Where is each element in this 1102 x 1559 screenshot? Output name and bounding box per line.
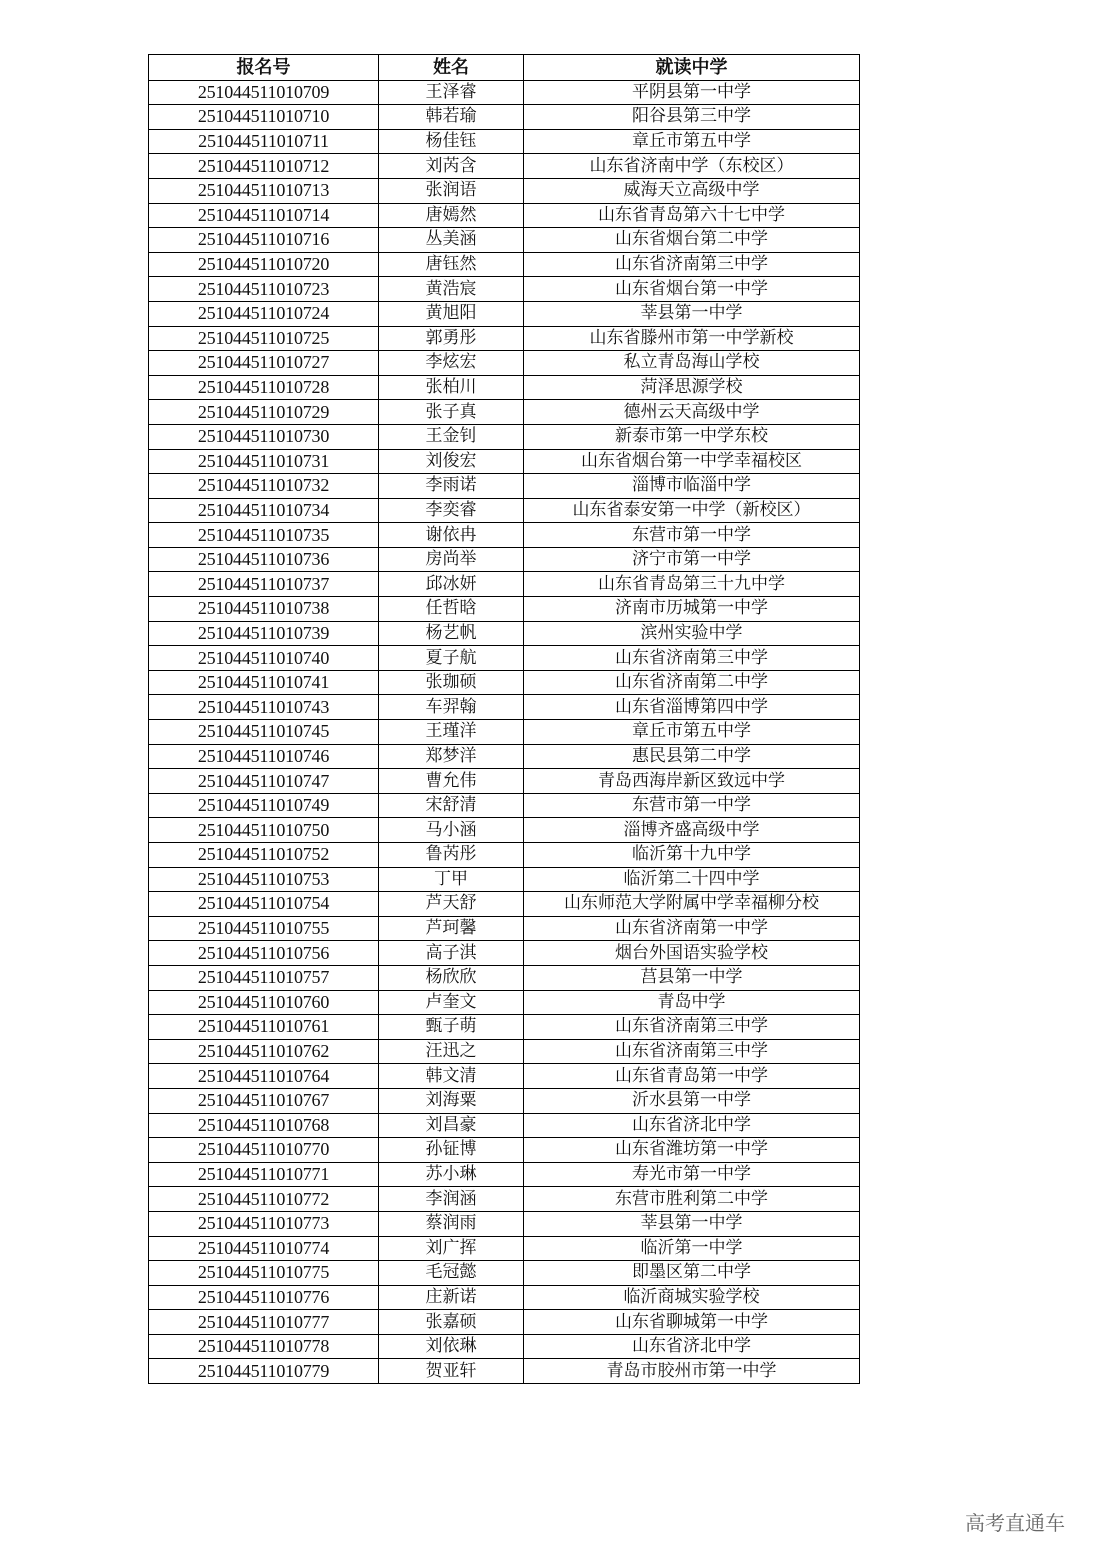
table-row xyxy=(149,1236,860,1261)
school-cell: 沂水县第一中学 xyxy=(524,1088,860,1113)
school-cell: 威海天立高级中学 xyxy=(524,178,860,203)
registration-number-cell: 251044511010756 xyxy=(149,941,379,966)
registration-number-cell: 251044511010762 xyxy=(149,1039,379,1064)
school-cell: 山东省泰安第一中学（新校区） xyxy=(524,498,860,523)
name-cell: 韩若瑜 xyxy=(379,105,524,130)
table-row xyxy=(149,1015,860,1040)
registration-number-cell: 251044511010754 xyxy=(149,892,379,917)
registration-number-cell: 251044511010757 xyxy=(149,965,379,990)
header-name: 姓名 xyxy=(379,55,524,81)
name-cell: 杨欣欣 xyxy=(379,965,524,990)
registration-number-cell: 251044511010771 xyxy=(149,1162,379,1187)
school-cell: 即墨区第二中学 xyxy=(524,1261,860,1286)
table-row xyxy=(149,1039,860,1064)
school-cell: 章丘市第五中学 xyxy=(524,129,860,154)
table-row xyxy=(149,621,860,646)
registration-number-cell: 251044511010746 xyxy=(149,744,379,769)
name-cell: 刘广挥 xyxy=(379,1236,524,1261)
school-cell: 山东省济南第一中学 xyxy=(524,916,860,941)
school-cell: 烟台外国语实验学校 xyxy=(524,941,860,966)
school-cell: 青岛市胶州市第一中学 xyxy=(524,1359,860,1384)
school-cell: 山东省烟台第一中学幸福校区 xyxy=(524,449,860,474)
table-row xyxy=(149,277,860,302)
school-cell: 莒县第一中学 xyxy=(524,965,860,990)
registration-number-cell: 251044511010737 xyxy=(149,572,379,597)
table-row xyxy=(149,301,860,326)
name-cell: 马小涵 xyxy=(379,818,524,843)
table-row xyxy=(149,105,860,130)
table-row xyxy=(149,1162,860,1187)
table-row xyxy=(149,990,860,1015)
school-cell: 东营市第一中学 xyxy=(524,523,860,548)
school-cell: 寿光市第一中学 xyxy=(524,1162,860,1187)
registration-number-cell: 251044511010738 xyxy=(149,597,379,622)
name-cell: 李奕睿 xyxy=(379,498,524,523)
admission-list-table xyxy=(148,54,860,1384)
table-row xyxy=(149,892,860,917)
name-cell: 刘俊宏 xyxy=(379,449,524,474)
school-cell: 山东省济南第二中学 xyxy=(524,670,860,695)
table-row xyxy=(149,670,860,695)
name-cell: 张子真 xyxy=(379,400,524,425)
school-cell: 临沂第二十四中学 xyxy=(524,867,860,892)
registration-number-cell: 251044511010716 xyxy=(149,228,379,253)
table-row xyxy=(149,154,860,179)
name-cell: 苏小琳 xyxy=(379,1162,524,1187)
name-cell: 杨艺帆 xyxy=(379,621,524,646)
header-school: 就读中学 xyxy=(524,55,860,81)
name-cell: 丁甲 xyxy=(379,867,524,892)
name-cell: 张润语 xyxy=(379,178,524,203)
registration-number-cell: 251044511010775 xyxy=(149,1261,379,1286)
registration-number-cell: 251044511010711 xyxy=(149,129,379,154)
name-cell: 车羿翰 xyxy=(379,695,524,720)
name-cell: 李润涵 xyxy=(379,1187,524,1212)
table-row xyxy=(149,375,860,400)
registration-number-cell: 251044511010710 xyxy=(149,105,379,130)
school-cell: 阳谷县第三中学 xyxy=(524,105,860,130)
registration-number-cell: 251044511010772 xyxy=(149,1187,379,1212)
name-cell: 夏子航 xyxy=(379,646,524,671)
table-row xyxy=(149,1359,860,1384)
school-cell: 济宁市第一中学 xyxy=(524,547,860,572)
school-cell: 临沂商城实验学校 xyxy=(524,1285,860,1310)
school-cell: 淄博市临淄中学 xyxy=(524,474,860,499)
registration-number-cell: 251044511010724 xyxy=(149,301,379,326)
table-row xyxy=(149,1088,860,1113)
table-row xyxy=(149,720,860,745)
table-row xyxy=(149,1187,860,1212)
table-row xyxy=(149,498,860,523)
school-cell: 淄博齐盛高级中学 xyxy=(524,818,860,843)
name-cell: 房尚举 xyxy=(379,547,524,572)
registration-number-cell: 251044511010735 xyxy=(149,523,379,548)
registration-number-cell: 251044511010739 xyxy=(149,621,379,646)
table-row xyxy=(149,129,860,154)
registration-number-cell: 251044511010736 xyxy=(149,547,379,572)
table-row xyxy=(149,203,860,228)
registration-number-cell: 251044511010732 xyxy=(149,474,379,499)
school-cell: 平阴县第一中学 xyxy=(524,80,860,105)
registration-number-cell: 251044511010778 xyxy=(149,1334,379,1359)
table-row xyxy=(149,178,860,203)
school-cell: 青岛西海岸新区致远中学 xyxy=(524,769,860,794)
table-row xyxy=(149,793,860,818)
registration-number-cell: 251044511010741 xyxy=(149,670,379,695)
watermark: 高考直通车 xyxy=(965,1511,1065,1535)
table-row xyxy=(149,867,860,892)
school-cell: 莘县第一中学 xyxy=(524,1211,860,1236)
table-row xyxy=(149,326,860,351)
table-row xyxy=(149,449,860,474)
school-cell: 惠民县第二中学 xyxy=(524,744,860,769)
table-row xyxy=(149,1138,860,1163)
table-row xyxy=(149,1211,860,1236)
registration-number-cell: 251044511010745 xyxy=(149,720,379,745)
school-cell: 山东省滕州市第一中学新校 xyxy=(524,326,860,351)
name-cell: 芦天舒 xyxy=(379,892,524,917)
registration-number-cell: 251044511010768 xyxy=(149,1113,379,1138)
name-cell: 杨佳钰 xyxy=(379,129,524,154)
name-cell: 庄新诺 xyxy=(379,1285,524,1310)
table-row xyxy=(149,818,860,843)
name-cell: 鲁芮彤 xyxy=(379,843,524,868)
school-cell: 东营市胜利第二中学 xyxy=(524,1187,860,1212)
name-cell: 王金钊 xyxy=(379,424,524,449)
registration-number-cell: 251044511010712 xyxy=(149,154,379,179)
table-row xyxy=(149,424,860,449)
name-cell: 芦珂馨 xyxy=(379,916,524,941)
name-cell: 卢奎文 xyxy=(379,990,524,1015)
table-row xyxy=(149,1261,860,1286)
registration-number-cell: 251044511010714 xyxy=(149,203,379,228)
school-cell: 临沂第一中学 xyxy=(524,1236,860,1261)
school-cell: 山东省烟台第二中学 xyxy=(524,228,860,253)
table-row xyxy=(149,1064,860,1089)
name-cell: 蔡润雨 xyxy=(379,1211,524,1236)
registration-number-cell: 251044511010776 xyxy=(149,1285,379,1310)
school-cell: 青岛中学 xyxy=(524,990,860,1015)
registration-number-cell: 251044511010730 xyxy=(149,424,379,449)
table-body xyxy=(149,80,860,1383)
school-cell: 东营市第一中学 xyxy=(524,793,860,818)
school-cell: 山东省聊城第一中学 xyxy=(524,1310,860,1335)
registration-number-cell: 251044511010755 xyxy=(149,916,379,941)
school-cell: 山东省济南第三中学 xyxy=(524,1015,860,1040)
name-cell: 曹允伟 xyxy=(379,769,524,794)
school-cell: 菏泽思源学校 xyxy=(524,375,860,400)
name-cell: 郑梦洋 xyxy=(379,744,524,769)
registration-number-cell: 251044511010725 xyxy=(149,326,379,351)
registration-number-cell: 251044511010727 xyxy=(149,351,379,376)
school-cell: 山东省淄博第四中学 xyxy=(524,695,860,720)
table-row xyxy=(149,1113,860,1138)
registration-number-cell: 251044511010713 xyxy=(149,178,379,203)
table-row xyxy=(149,572,860,597)
name-cell: 甄子萌 xyxy=(379,1015,524,1040)
registration-number-cell: 251044511010779 xyxy=(149,1359,379,1384)
name-cell: 刘昌豪 xyxy=(379,1113,524,1138)
table-row xyxy=(149,400,860,425)
table-row xyxy=(149,843,860,868)
school-cell: 章丘市第五中学 xyxy=(524,720,860,745)
name-cell: 刘依琳 xyxy=(379,1334,524,1359)
table-row xyxy=(149,916,860,941)
name-cell: 韩文清 xyxy=(379,1064,524,1089)
registration-number-cell: 251044511010774 xyxy=(149,1236,379,1261)
registration-number-cell: 251044511010760 xyxy=(149,990,379,1015)
name-cell: 刘芮含 xyxy=(379,154,524,179)
name-cell: 李雨诺 xyxy=(379,474,524,499)
name-cell: 邱冰妍 xyxy=(379,572,524,597)
school-cell: 山东省济南第三中学 xyxy=(524,252,860,277)
name-cell: 高子淇 xyxy=(379,941,524,966)
name-cell: 贺亚轩 xyxy=(379,1359,524,1384)
name-cell: 张柏川 xyxy=(379,375,524,400)
name-cell: 唐钰然 xyxy=(379,252,524,277)
registration-number-cell: 251044511010729 xyxy=(149,400,379,425)
school-cell: 山东省济北中学 xyxy=(524,1113,860,1138)
table-row xyxy=(149,744,860,769)
registration-number-cell: 251044511010770 xyxy=(149,1138,379,1163)
school-cell: 临沂第十九中学 xyxy=(524,843,860,868)
registration-number-cell: 251044511010728 xyxy=(149,375,379,400)
table-row xyxy=(149,646,860,671)
name-cell: 唐嫣然 xyxy=(379,203,524,228)
registration-number-cell: 251044511010773 xyxy=(149,1211,379,1236)
name-cell: 丛美涵 xyxy=(379,228,524,253)
registration-number-cell: 251044511010734 xyxy=(149,498,379,523)
registration-number-cell: 251044511010740 xyxy=(149,646,379,671)
name-cell: 宋舒清 xyxy=(379,793,524,818)
school-cell: 莘县第一中学 xyxy=(524,301,860,326)
school-cell: 山东省济北中学 xyxy=(524,1334,860,1359)
name-cell: 汪迅之 xyxy=(379,1039,524,1064)
school-cell: 山东省青岛第六十七中学 xyxy=(524,203,860,228)
table-row xyxy=(149,523,860,548)
table-row xyxy=(149,547,860,572)
school-cell: 山东省济南第三中学 xyxy=(524,1039,860,1064)
registration-number-cell: 251044511010753 xyxy=(149,867,379,892)
table-row xyxy=(149,1285,860,1310)
name-cell: 王泽睿 xyxy=(379,80,524,105)
table-row xyxy=(149,1334,860,1359)
table-row xyxy=(149,351,860,376)
name-cell: 王瑾洋 xyxy=(379,720,524,745)
table-row xyxy=(149,228,860,253)
name-cell: 刘海粟 xyxy=(379,1088,524,1113)
school-cell: 新泰市第一中学东校 xyxy=(524,424,860,449)
school-cell: 山东省烟台第一中学 xyxy=(524,277,860,302)
registration-number-cell: 251044511010723 xyxy=(149,277,379,302)
school-cell: 山东省济南第三中学 xyxy=(524,646,860,671)
table-row xyxy=(149,965,860,990)
school-cell: 山东省济南中学（东校区） xyxy=(524,154,860,179)
name-cell: 谢依冉 xyxy=(379,523,524,548)
registration-number-cell: 251044511010750 xyxy=(149,818,379,843)
name-cell: 孙钲博 xyxy=(379,1138,524,1163)
table-row xyxy=(149,769,860,794)
name-cell: 李炫宏 xyxy=(379,351,524,376)
table-row xyxy=(149,80,860,105)
name-cell: 张珈硕 xyxy=(379,670,524,695)
table-row xyxy=(149,597,860,622)
header-registration-number: 报名号 xyxy=(149,55,379,81)
registration-number-cell: 251044511010764 xyxy=(149,1064,379,1089)
school-cell: 山东省青岛第三十九中学 xyxy=(524,572,860,597)
school-cell: 山东省潍坊第一中学 xyxy=(524,1138,860,1163)
registration-number-cell: 251044511010743 xyxy=(149,695,379,720)
name-cell: 张嘉硕 xyxy=(379,1310,524,1335)
name-cell: 任哲晗 xyxy=(379,597,524,622)
name-cell: 郭勇彤 xyxy=(379,326,524,351)
registration-number-cell: 251044511010777 xyxy=(149,1310,379,1335)
registration-number-cell: 251044511010761 xyxy=(149,1015,379,1040)
registration-number-cell: 251044511010747 xyxy=(149,769,379,794)
school-cell: 德州云天高级中学 xyxy=(524,400,860,425)
name-cell: 黄浩宸 xyxy=(379,277,524,302)
table-row xyxy=(149,695,860,720)
registration-number-cell: 251044511010731 xyxy=(149,449,379,474)
table-header-row xyxy=(149,55,860,81)
school-cell: 滨州实验中学 xyxy=(524,621,860,646)
registration-number-cell: 251044511010720 xyxy=(149,252,379,277)
school-cell: 山东师范大学附属中学幸福柳分校 xyxy=(524,892,860,917)
table-row xyxy=(149,474,860,499)
registration-number-cell: 251044511010752 xyxy=(149,843,379,868)
school-cell: 山东省青岛第一中学 xyxy=(524,1064,860,1089)
table-row xyxy=(149,941,860,966)
school-cell: 济南市历城第一中学 xyxy=(524,597,860,622)
registration-number-cell: 251044511010749 xyxy=(149,793,379,818)
name-cell: 毛冠懿 xyxy=(379,1261,524,1286)
table-row xyxy=(149,252,860,277)
school-cell: 私立青岛海山学校 xyxy=(524,351,860,376)
registration-number-cell: 251044511010709 xyxy=(149,80,379,105)
name-cell: 黄旭阳 xyxy=(379,301,524,326)
table-row xyxy=(149,1310,860,1335)
registration-number-cell: 251044511010767 xyxy=(149,1088,379,1113)
